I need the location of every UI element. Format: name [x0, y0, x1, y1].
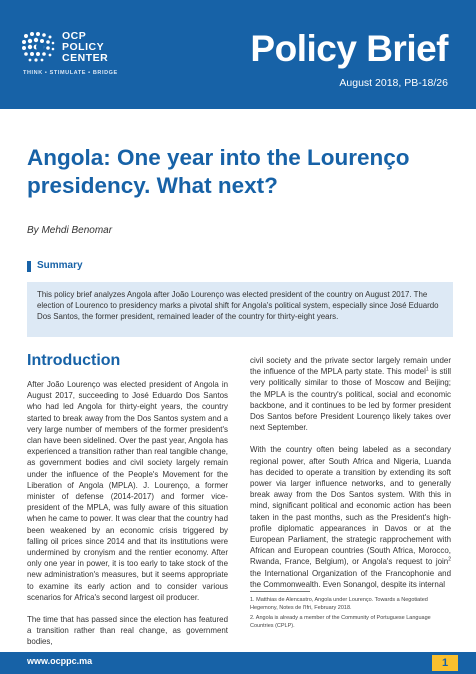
- body-paragraph: civil society and the private sector largely remain under the influence of the MPLA party state. This model$^1$ is still very politically similar to those of Moscow and Beijing; the MPLA is the country's political, social and economic backbone, and it continues to be led by former president Dos Santos before President Lourenço likely takes over next September.: [250, 356, 452, 433]
- summary-box: [27, 282, 453, 337]
- body-paragraph: The time that has passed since the election has featured a transition rather than real change, as government bodies,: [27, 615, 228, 647]
- introduction-heading: Introduction: [27, 352, 121, 369]
- footnote-ref-1[interactable]: 1: [425, 366, 429, 373]
- logo-org-name: OCP POLICY CENTER: [62, 30, 109, 64]
- page-number-badge: 1: [432, 655, 458, 671]
- author-byline: By Mehdi Benomar: [27, 225, 113, 236]
- footnote-divider: [250, 591, 310, 592]
- website-link[interactable]: www.ocppc.ma: [27, 656, 93, 666]
- ocp-policy-center-logo[interactable]: [20, 30, 180, 90]
- body-column-right: [250, 355, 451, 590]
- doc-type-title: Policy Brief: [250, 28, 448, 69]
- summary-heading: Summary: [37, 260, 83, 271]
- logo-tagline: THINK • STIMULATE • BRIDGE: [23, 70, 118, 76]
- body-paragraph: After João Lourenço was elected president of Angola in August 2017, succeeding to José Eduardo Dos Santos who had led Angola for thirty-eight years, the country started to break away from the Dos Santos system and a very large number of members of the former president's clan have been sidelined. Over the past year, Angola has experienced a transition rather than real tangible change, as government bodies and civil society largely remain under the influence of the People's Movement for the Liberation of Angola (MPLA). J. Lourenço, a former minister of defense (2014-2017) and former vice-president of the MPLA, was fully aware of this situation when he came to power. It was clear that the country had been weakened by an economic crisis triggered by falling oil prices since 2014 and that its institutions were undermined by cronyism and the rentier economy. After only one year in power, it is too early to take stock of the new administration's measures, but it seems appropriate to examine its early action and to consider various scenarios for Africa's second largest oil producer.: [27, 380, 228, 602]
- footnote-item: 1. Matthias de Alencastro, Angola under Lourenço. Towards a Negotiated Hegemony, Notes de l'Ifri, February 2018.: [250, 597, 428, 611]
- body-column-left: [27, 379, 228, 648]
- doc-date-reference: August 2018, PB-18/26: [339, 77, 448, 89]
- body-paragraph: With the country often being labeled as a secondary regional power, after South Africa and Nigeria, Luanda has decided to operate a transition by extending its soft power via larger influence networks, and to generally break away from the Dos Santos system. With this in mind, significant political and economic action has been taken in the past months, such as the President's high-profile diplomatic appearances in Davos or at the European Parliament, the strategic rapprochement with African and European countries (South Africa, Morocco, Rwanda, France, Belgium), or Angola's request to join$^2$ the International Organization of the Francophonie and the Commonwealth. Even Sonangol, despite its internal: [250, 445, 451, 589]
- footnote-item: 2. Angola is already a member of the Community of Portuguese Language Countries (CPLP).: [250, 615, 431, 629]
- footnotes: [250, 597, 451, 633]
- footnote-ref-2[interactable]: 2: [448, 556, 451, 563]
- header-banner: [0, 0, 476, 109]
- globe-icon: [20, 30, 56, 64]
- footer-bar: [0, 652, 476, 674]
- summary-accent-bar: [27, 261, 31, 272]
- page-title: Angola: One year into the Lourenço presidency. What next?: [27, 145, 410, 198]
- summary-text: This policy brief analyzes Angola after João Lourenço was elected president of the country on August 2017. The election of Lourenco to presidency marks a pivotal shift for Angola's political system, especially since José Eduardo Dos Santos, the former president, remained leader of the country for thirty-eight years.: [37, 290, 439, 322]
